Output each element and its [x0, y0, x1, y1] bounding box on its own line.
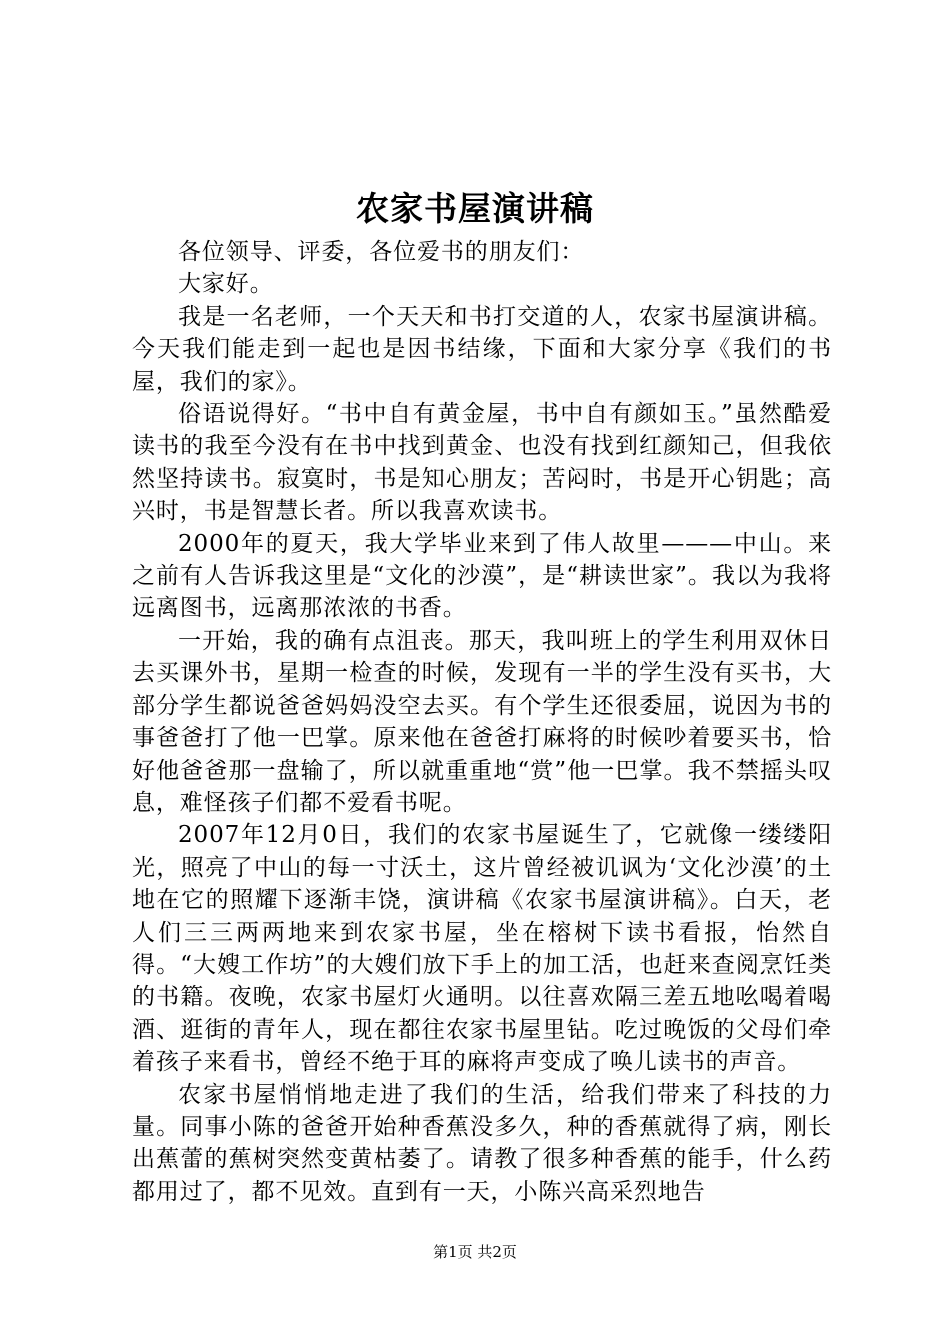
paragraph-technology: 农家书屋悄悄地走进了我们的生活，给我们带来了科技的力量。同事小陈的爸爸开始种香蕉没多久，种的香蕉就得了病，刚长出蕉蕾的蕉树突然变黄枯萎了。请教了很多种香蕉的能手，什么药都用过了，都不见效。直到有一天，小陈兴高采烈地告 [132, 1081, 832, 1205]
page-footer: 第1页 共2页 [433, 1243, 517, 1261]
paragraph-frustration: 一开始，我的确有点沮丧。那天，我叫班上的学生利用双休日去买课外书，星期一检查的时候，发现有一半的学生没有买书，大部分学生都说爸爸妈妈没空去买。有个学生还很委屈，说因为书的事爸爸打了他一巴掌。原来他在爸爸打麻将的时候吵着要买书，恰好他爸爸那一盘输了，所以就重重地“赏”他一巴掌。我不禁摇头叹息，难怪孩子们都不爱看书呢。 [132, 627, 832, 816]
paragraph-arrival: 2000年的夏天，我大学毕业来到了伟人故里———中山。来之前有人告诉我这里是“文化的沙漠”，是“耕读世家”。我以为我将远离图书，远离那浓浓的书香。 [132, 530, 832, 622]
paragraph-intro: 我是一名老师，一个天天和书打交道的人，农家书屋演讲稿。今天我们能走到一起也是因书结缘，下面和大家分享《我们的书屋，我们的家》。 [132, 303, 832, 395]
document-body [132, 236, 832, 1208]
paragraph-bookhouse-born: 2007年12月0日，我们的农家书屋诞生了，它就像一缕缕阳光，照亮了中山的每一寸沃土，这片曾经被讥讽为‘文化沙漠’的土地在它的照耀下逐渐丰饶，演讲稿《农家书屋演讲稿》。白天，老人们三三两两地来到农家书屋，坐在榕树下读书看报，怡然自得。“大嫂工作坊”的大嫂们放下手上的加工活，也赶来查阅烹饪类的书籍。夜晚，农家书屋灯火通明。以往喜欢隔三差五地吆喝着喝酒、逛街的青年人，现在都往农家书屋里钻。吃过晚饭的父母们牵着孩子来看书，曾经不绝于耳的麻将声变成了唤儿读书的声音。 [132, 822, 832, 1076]
document-title: 农家书屋演讲稿 [356, 189, 594, 228]
paragraph-proverb: 俗语说得好。“书中自有黄金屋，书中自有颜如玉。”虽然酷爱读书的我至今没有在书中找到黄金、也没有找到红颜知己，但我依然坚持读书。寂寞时，书是知心朋友；苦闷时，书是开心钥匙；高兴时，书是智慧长者。所以我喜欢读书。 [132, 401, 832, 525]
paragraph-greeting: 各位领导、评委，各位爱书的朋友们： [178, 239, 585, 265]
paragraph-hello: 大家好。 [178, 271, 274, 298]
